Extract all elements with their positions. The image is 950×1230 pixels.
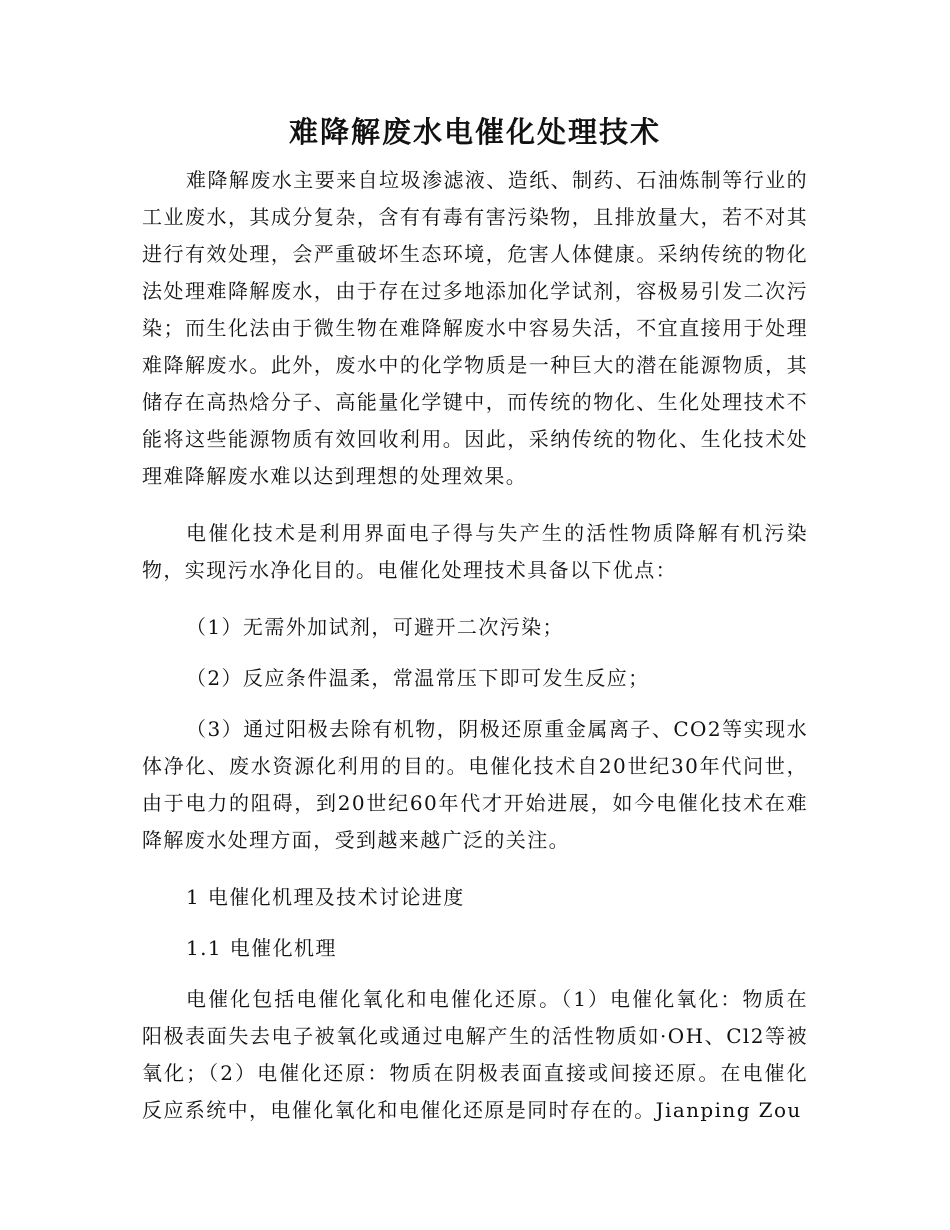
list-item-advantage-1: （1）无需外加试剂，可避开二次污染； <box>186 615 564 639</box>
paragraph-intro: 难降解废水主要来自垃圾渗滤液、造纸、制药、石油炼制等行业的工业废水，其成分复杂，含有有毒有害污染物，且排放量大，若不对其进行有效处理，会严重破坏生态环境，危害人体健康。采纳传统的物化法处理难降解废水，由于存在过多地添加化学试剂，容极易引发二次污染；而生化法由于微生物在难降解废水中容易失活，不宜直接用于处理难降解废水。此外，废水中的化学物质是一种巨大的潜在能源物质，其储存在高热焓分子、高能量化学键中，而传统的物化、生化处理技术不能将这些能源物质有效回收利用。因此，采纳传统的物化、生化技术处理难降解废水难以达到理想的处理效果。 <box>142 168 808 488</box>
document-body <box>142 162 808 1149</box>
section-heading-1: 1 电催化机理及技术讨论进度 <box>186 885 465 909</box>
list-item-advantage-3: （3）通过阳极去除有机物，阴极还原重金属离子、CO2等实现水体净化、废水资源化利用的目的。电催化技术自20世纪30年代问世，由于电力的阻碍，到20世纪60年代才开始进展，如今电催化技术在难降解废水处理方面，受到越来越广泛的关注。 <box>142 717 808 852</box>
document-title: 难降解废水电催化处理技术 <box>288 115 661 149</box>
paragraph-mechanism: 电催化包括电催化氧化和电催化还原。（1）电催化氧化：物质在阳极表面失去电子被氧化或通过电解产生的活性物质如·OH、Cl2等被氧化；（2）电催化还原：物质在阴极表面直接或间接还原。在电催化反应系统中，电催化氧化和电催化还原是同时存在的。Jianping Zou <box>142 987 808 1122</box>
section-heading-1-1: 1.1 电催化机理 <box>186 936 337 960</box>
paragraph-advantages-intro: 电催化技术是利用界面电子得与失产生的活性物质降解有机污染物，实现污水净化目的。电催化处理技术具备以下优点： <box>142 521 808 582</box>
list-item-advantage-2: （2）反应条件温柔，常温常压下即可发生反应； <box>186 666 650 690</box>
